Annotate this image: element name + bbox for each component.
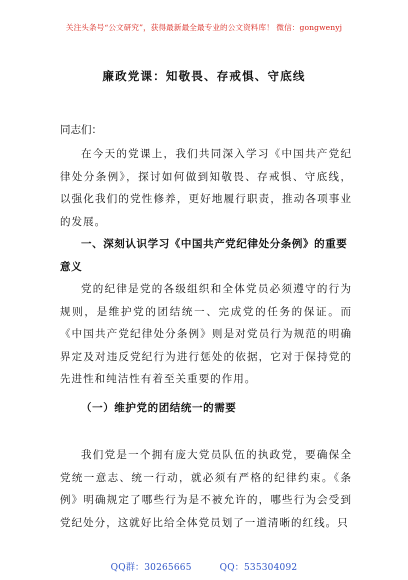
footer-contact	[0, 560, 408, 573]
intro-paragraph: 在今天的党课上，我们共同深入学习《中国共产党纪律处分条例》，探讨如何做到知敬畏、存戒惧、守底线，以强化我们的党性修养，更好地履行职责，推动各项事业的发展。	[60, 148, 352, 228]
subsection-heading-1: （一）维护党的团结统一的需要	[81, 402, 237, 414]
salutation: 同志们：	[60, 124, 102, 136]
page-title: 廉政党课：知敬畏、存戒惧、守底线	[102, 69, 306, 83]
qq-group-1: QQ群：30265665	[110, 563, 192, 573]
qq-group-2: QQ：535304092	[219, 563, 298, 573]
subsection-paragraph-1: 我们党是一个拥有庞大党员队伍的执政党，要确保全党统一意志、统一行动，就必须有严格的纪律约束。《条例》明确规定了哪些行为是不被允许的，哪些行为会受到党纪处分，这就好比给全体党员划了一道清晰的红线。只	[60, 449, 352, 529]
section-paragraph-1: 党的纪律是党的各级组织和全体党员必须遵守的行为规则，是维护党的团结统一、完成党的任务的保证。而《中国共产党纪律处分条例》则是对党员行为规范的明确界定及对违反党纪行为进行惩处的依据，它对于保持党的先进性和纯洁性有着至关重要的作用。	[60, 283, 352, 385]
header-banner: 关注头条号“公文研究”，获得最新最全最专业的公文资料库！ 微信：gongwenyj	[65, 23, 343, 32]
section-heading-1: 一、深刻认识学习《中国共产党纪律处分条例》的重要意义	[60, 238, 348, 273]
